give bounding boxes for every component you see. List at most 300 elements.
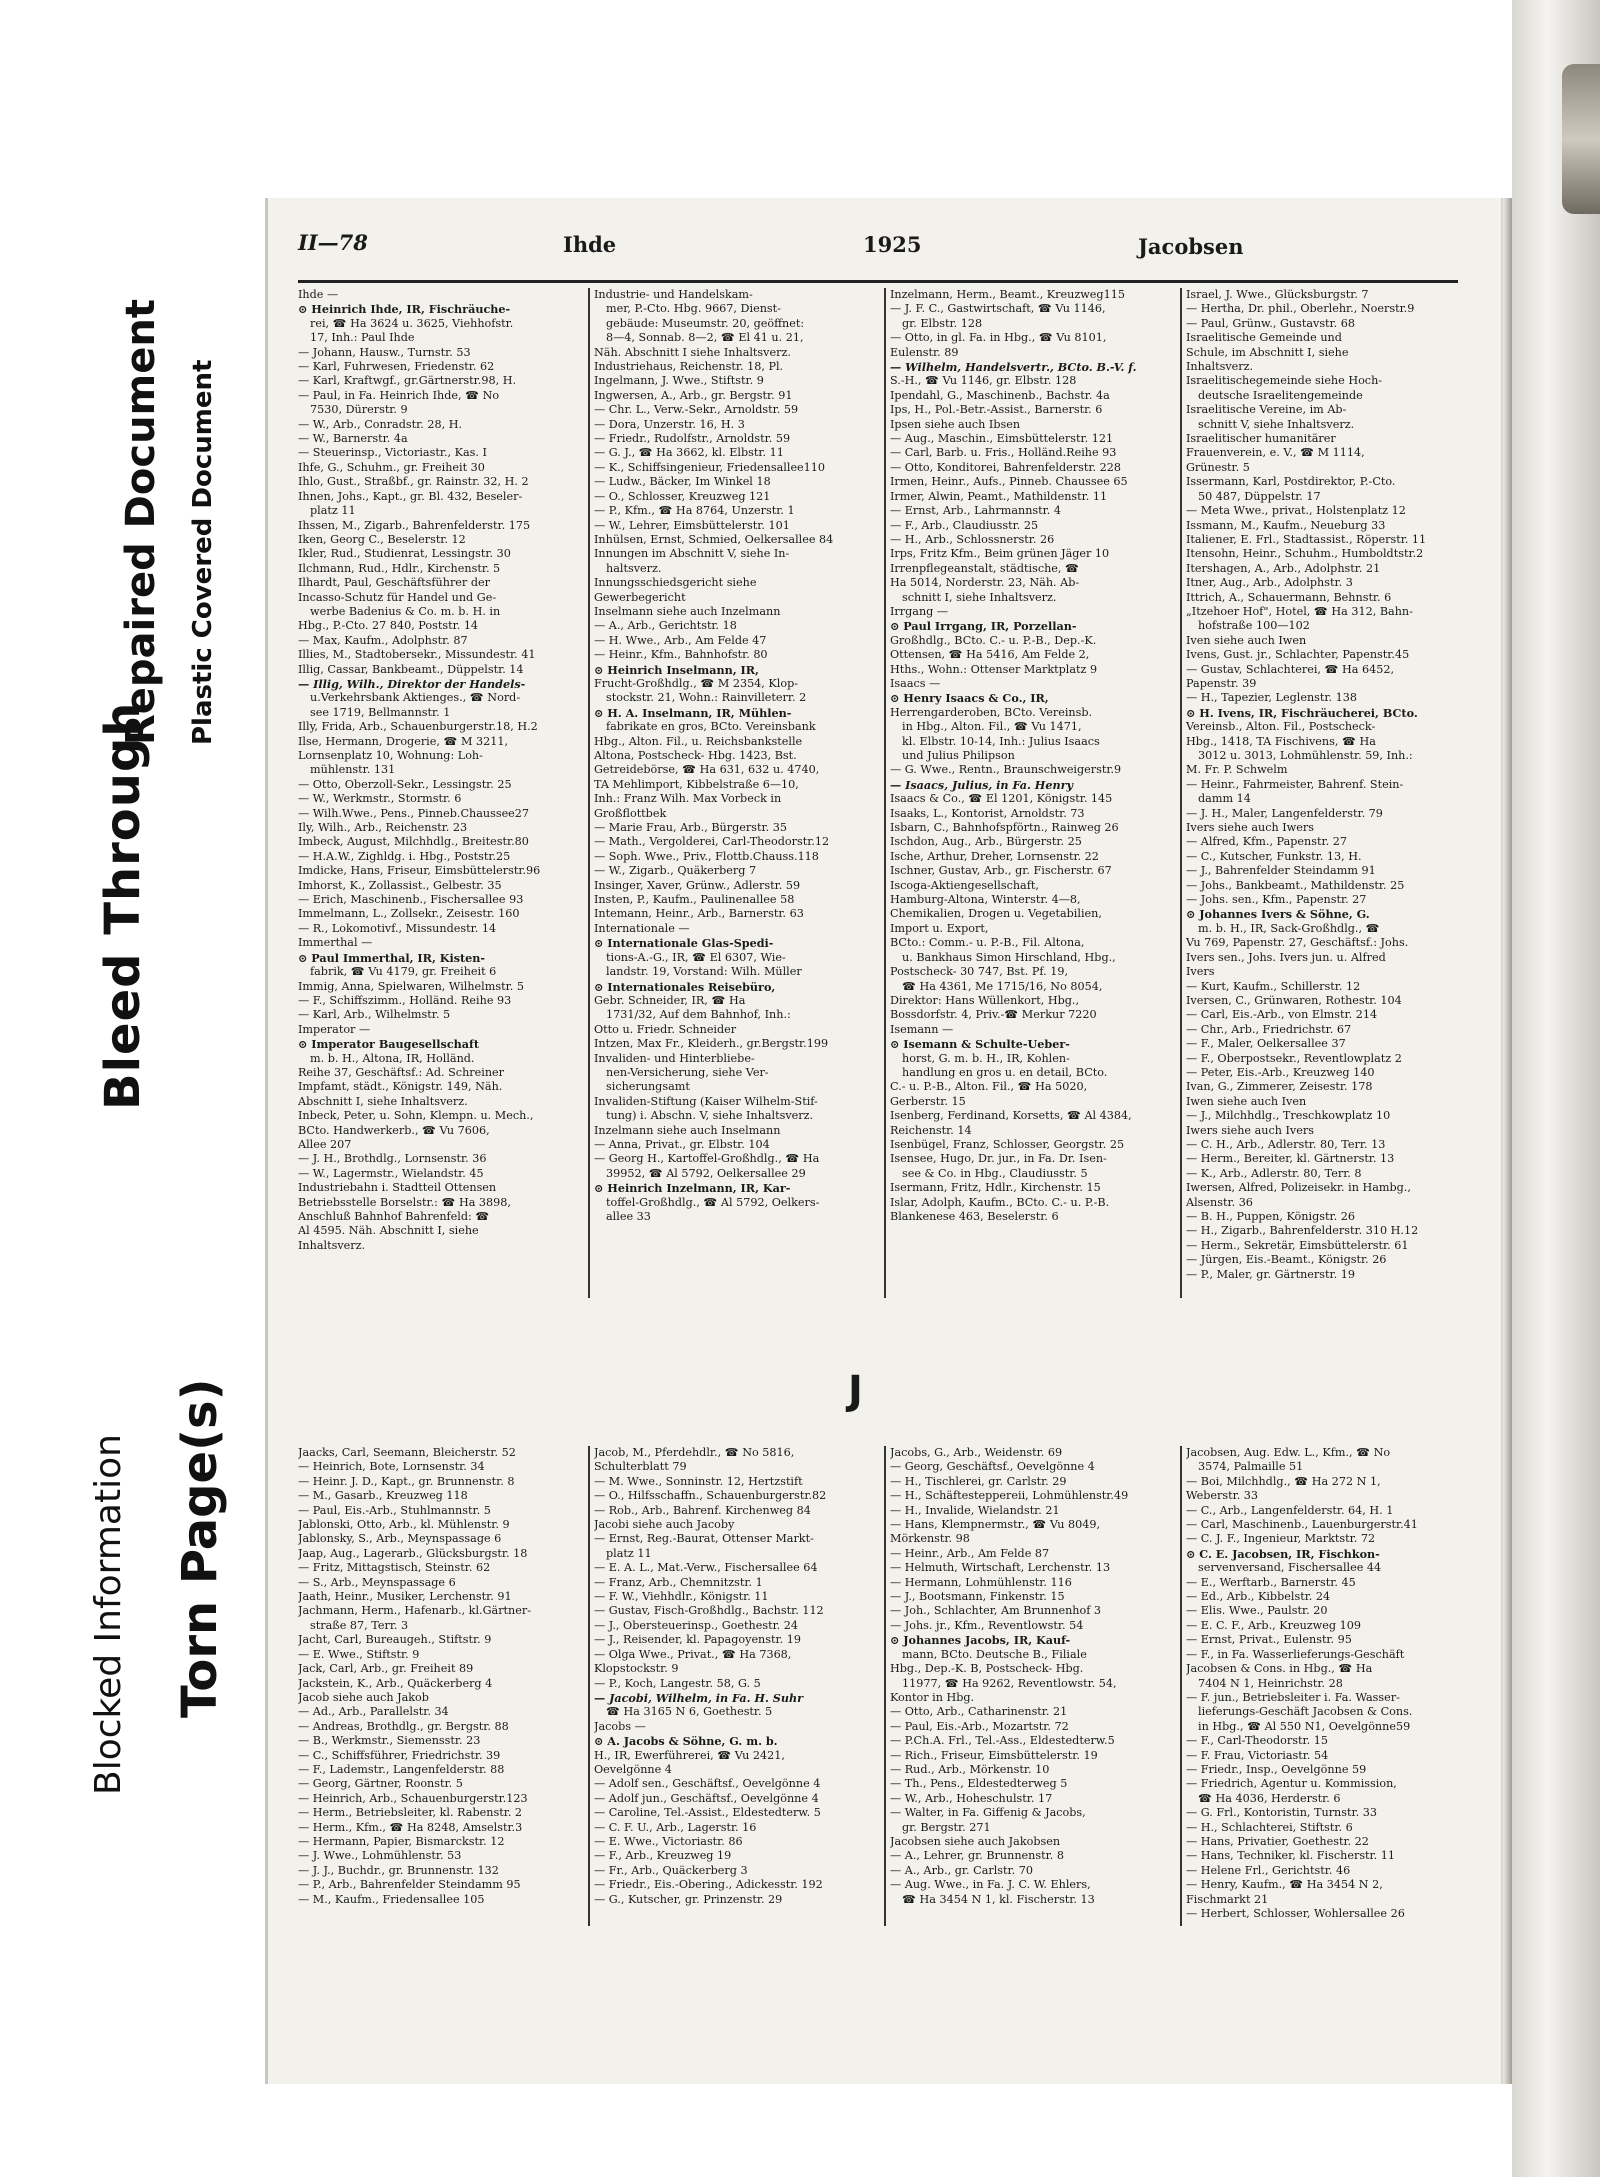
entry-line: BCto. Handwerkerb., ☎ Vu 7606, [298, 1123, 490, 1137]
entry-line: — C. J. F., Ingenieur, Marktstr. 72 [1186, 1532, 1376, 1546]
entry-line: Hbg., P.-Cto. 27 840, Poststr. 14 [298, 619, 479, 633]
entry-line: Isaaks, L., Kontorist, Arnoldstr. 73 [890, 806, 1085, 820]
entry-line: — Andreas, Brothdlg., gr. Bergstr. 88 [298, 1719, 509, 1733]
entry-line: 11977, ☎ Ha 9262, Reventlowstr. 54, [902, 1676, 1117, 1690]
entry-line: — J. F. C., Gastwirtschaft, ☎ Vu 1146, [890, 302, 1106, 316]
header-right-word: Jacobsen [1138, 234, 1244, 259]
entry-line: Anschluß Bahnhof Bahrenfeld: ☎ [298, 1210, 490, 1223]
entry-line: — P., Maler, gr. Gärtnerstr. 19 [1186, 1267, 1355, 1281]
entry-line: Jaacks, Carl, Seemann, Bleicherstr. 52 [298, 1446, 516, 1459]
entry-line: Direktor: Hans Wüllenkort, Hbg., [890, 993, 1080, 1007]
entry-line: — Karl, Kraftwgf., gr.Gärtnerstr.98, H. [298, 374, 517, 388]
entry-line: — Rob., Arb., Bahrenf. Kirchenweg 84 [594, 1503, 811, 1517]
entry-line: Ihde — [298, 288, 339, 301]
entry-line: Industrie- und Handelskam- [594, 288, 753, 301]
entry-line: Immerthal — [298, 936, 373, 950]
entry-line: — J., Bahrenfelder Steindamm 91 [1186, 864, 1376, 878]
entry-line: 1731/32, Auf dem Bahnhof, Inh.: [606, 1008, 791, 1022]
entry-line: — Ludw., Bäcker, Im Winkel 18 [594, 475, 771, 489]
entry-line: Jacobi siehe auch Jacoby [594, 1518, 735, 1532]
entry-line: Ihnen, Johs., Kapt., gr. Bl. 432, Beseler- [298, 489, 523, 503]
entry-line: Ipsen siehe auch Ibsen [890, 417, 1021, 431]
entry-line: — Helmuth, Wirtschaft, Lerchenstr. 13 [890, 1561, 1111, 1575]
entry-line: — Gustav, Schlachterei, ☎ Ha 6452, [1186, 662, 1395, 676]
entry-line: Hamburg-Altona, Winterstr. 4—8, [890, 893, 1081, 907]
entry-line: — Th., Pens., Eldestedterweg 5 [890, 1777, 1068, 1791]
entry-line: haltsverz. [606, 561, 662, 575]
entry-line: — K., Schiffsingenieur, Friedensallee110 [594, 460, 826, 474]
entry-line: — Walter, in Fa. Giffenig & Jacobs, [890, 1806, 1086, 1820]
entry-line: — B., Werkmstr., Siemensstr. 23 [298, 1734, 481, 1748]
entry-line: deutsche Israelitengemeinde [1198, 388, 1363, 402]
entry-line: Isenbügel, Franz, Schlosser, Georgstr. 25 [890, 1137, 1125, 1151]
entry-line: — A., Arb., Gerichtstr. 18 [594, 619, 737, 633]
entry-line: Chemikalien, Drogen u. Vegetabilien, [890, 907, 1102, 921]
entry-line: Import u. Export, [890, 921, 989, 935]
entry-line: — Joh., Schlachter, Am Brunnenhof 3 [890, 1604, 1102, 1618]
entry-line: straße 87, Terr. 3 [310, 1618, 409, 1632]
entry-line: — Jürgen, Eis.-Beamt., Königstr. 26 [1186, 1253, 1387, 1267]
entry-line: — Boi, Milchhdlg., ☎ Ha 272 N 1, [1186, 1474, 1381, 1488]
entry-line: ⊙ Heinrich Ihde, IR, Fischräuche- [298, 302, 511, 317]
entry-line: — W., Lagermstr., Wielandstr. 45 [298, 1166, 484, 1180]
entry-line: — H., Schäftesteppereii, Lohmühlenstr.49 [890, 1489, 1129, 1503]
entry-line: Ihssen, M., Zigarb., Bahrenfelderstr. 175 [298, 518, 531, 532]
entry-line: — Johann, Hausw., Turnstr. 53 [298, 345, 471, 359]
entry-line: ⊙ Heinrich Inzelmann, IR, Kar- [594, 1181, 791, 1196]
entry-line: ⊙ Imperator Baugesellschaft [298, 1037, 480, 1052]
entry-line: — Herm., Betriebsleiter, kl. Rabenstr. 2 [298, 1806, 523, 1820]
entry-line: — Herm., Kfm., ☎ Ha 8248, Amselstr.3 [298, 1820, 523, 1834]
entry-line: Insten, P., Kaufm., Paulinenallee 58 [594, 893, 795, 907]
entry-line: — Hertha, Dr. phil., Oberlehr., Noerstr.9 [1186, 302, 1415, 316]
entry-line: Israelitische Vereine, im Ab- [1186, 403, 1347, 417]
entry-line: — Georg, Gärtner, Roonstr. 5 [298, 1777, 463, 1791]
entry-line: — Paul, Eis.-Arb., Mozartstr. 72 [890, 1719, 1069, 1733]
entry-line: — Elis. Wwe., Paulstr. 20 [1186, 1604, 1328, 1618]
entry-line: Irps, Fritz Kfm., Beim grünen Jäger 10 [890, 547, 1110, 561]
entry-line: — Johs. sen., Kfm., Papenstr. 27 [1186, 893, 1367, 907]
entry-line: Jacobs — [594, 1719, 646, 1733]
entry-line: — C., Kutscher, Funkstr. 13, H. [1186, 849, 1362, 863]
entry-line: ⊙ C. E. Jacobsen, IR, Fischkon- [1186, 1546, 1380, 1561]
entry-line: — Karl, Fuhrwesen, Friedenstr. 62 [298, 360, 495, 374]
entry-line: Alsenstr. 36 [1186, 1195, 1253, 1209]
entry-line: Ily, Wilh., Arb., Reichenstr. 23 [298, 821, 468, 835]
directory-page [265, 198, 1501, 2084]
entry-line: Imperator — [298, 1022, 371, 1036]
entry-line: Ilchmann, Rud., Hdlr., Kirchenstr. 5 [298, 561, 501, 575]
entry-line: Iversen, C., Grünwaren, Rothestr. 104 [1186, 993, 1402, 1007]
entry-line: — H., Zigarb., Bahrenfelderstr. 310 H.12 [1186, 1224, 1419, 1238]
entry-line: — A., Arb., gr. Carlstr. 70 [890, 1863, 1033, 1877]
entry-line: Issermann, Karl, Postdirektor, P.-Cto. [1186, 475, 1396, 489]
entry-line: — F., Arb., Claudiusstr. 25 [890, 518, 1039, 532]
entry-line: Ivan, G., Zimmerer, Zeisestr. 178 [1186, 1080, 1373, 1094]
entry-line: — Math., Vergolderei, Carl-Theodorstr.12 [594, 835, 830, 849]
entry-line: — M. Wwe., Sonninstr. 12, Hertzstift [594, 1474, 803, 1488]
label-torn-pages: Torn Page(s) [172, 1378, 228, 1718]
entry-line: ⊙ Johannes Ivers & Söhne, G. [1186, 907, 1370, 922]
entry-line: — Heinrich, Bote, Lornsenstr. 34 [298, 1460, 485, 1474]
entry-line: Papenstr. 39 [1186, 676, 1257, 690]
entry-line: BCto.: Comm.- u. P.-B., Fil. Altona, [890, 936, 1085, 950]
entry-line: ☎ Ha 4036, Herderstr. 6 [1198, 1791, 1341, 1805]
entry-line: mer, P.-Cto. Hbg. 9667, Dienst- [606, 302, 781, 316]
bottom-column-4 [1186, 1446, 1476, 1926]
entry-line: Ha 5014, Norderstr. 23, Näh. Ab- [890, 576, 1080, 590]
entry-line: — M., Gasarb., Kreuzweg 118 [298, 1489, 468, 1503]
entry-line: m. b. H., IR, Sack-Großhdlg., ☎ [1198, 921, 1380, 935]
entry-line: Industriehaus, Reichenstr. 18, Pl. [594, 360, 784, 374]
entry-line: Iscoga-Aktiengesellschaft, [890, 878, 1039, 892]
entry-line: Innungsschiedsgericht siehe [594, 576, 757, 590]
entry-line: Irrenpflegeanstalt, städtische, ☎ [890, 561, 1079, 575]
entry-line: — Franz, Arb., Chemnitzstr. 1 [594, 1575, 763, 1589]
entry-line: Inhülsen, Ernst, Schmied, Oelkersallee 84 [594, 532, 834, 546]
entry-line: platz 11 [606, 1546, 652, 1560]
entry-line: Internationale — [594, 921, 690, 935]
entry-line: Schule, im Abschnitt I, siehe [1186, 345, 1349, 359]
bottom-column-3 [890, 1446, 1174, 1926]
entry-line: Otto u. Friedr. Schneider [594, 1022, 737, 1036]
entry-line: — Heinr., Kfm., Bahnhofstr. 80 [594, 648, 768, 662]
entry-line: und Julius Philipson [902, 749, 1015, 762]
entry-line: stockstr. 21, Wohn.: Rainvilleterr. 2 [606, 691, 807, 705]
entry-line: — Heinr. J. D., Kapt., gr. Brunnenstr. 8 [298, 1474, 515, 1488]
entry-line: nen-Versicherung, siehe Ver- [606, 1065, 769, 1079]
entry-line: — Wilhelm, Handelsvertr., BCto. B.-V. f. [890, 360, 1137, 375]
entry-line: — Ad., Arb., Parallelstr. 34 [298, 1705, 449, 1719]
entry-line: ⊙ Paul Immerthal, IR, Kisten- [298, 950, 486, 965]
entry-line: Ilse, Hermann, Drogerie, ☎ M 3211, [298, 734, 509, 748]
entry-line: — Kurt, Kaufm., Schillerstr. 12 [1186, 979, 1361, 993]
entry-line: — C. H., Arb., Adlerstr. 80, Terr. 13 [1186, 1137, 1386, 1151]
entry-line: — Isaacs, Julius, in Fa. Henry [890, 777, 1074, 792]
entry-line: Fischmarkt 21 [1186, 1892, 1269, 1906]
entry-line: Reihe 37, Geschäftsf.: Ad. Schreiner [298, 1065, 505, 1079]
entry-line: — Paul, Grünw., Gustavstr. 68 [1186, 316, 1356, 330]
entry-line: Großflottbek [594, 806, 667, 820]
entry-line: — J. J., Buchdr., gr. Brunnenstr. 132 [298, 1863, 499, 1877]
entry-line: Irmer, Alwin, Peamt., Mathildenstr. 11 [890, 489, 1108, 503]
entry-line: Blankenese 463, Beselerstr. 6 [890, 1210, 1059, 1223]
entry-line: Weberstr. 33 [1186, 1489, 1259, 1503]
entry-line: Hbg., 1418, TA Fischivens, ☎ Ha [1186, 734, 1376, 748]
entry-line: in Hbg., Alton. Fil., ☎ Vu 1471, [902, 720, 1082, 734]
entry-line: Betriebsstelle Borselstr.: ☎ Ha 3898, [298, 1195, 511, 1209]
entry-line: — Fr., Arb., Quäckerberg 3 [594, 1863, 748, 1877]
entry-line: Itner, Aug., Arb., Adolphstr. 3 [1186, 576, 1353, 590]
entry-line: — F., Arb., Kreuzweg 19 [594, 1849, 732, 1863]
entry-line: Innungen im Abschnitt V, siehe In- [594, 547, 790, 561]
entry-line: — P.Ch.A. Frl., Tel.-Ass., Eldestedterw.5 [890, 1734, 1115, 1748]
entry-line: Frauenverein, e. V., ☎ M 1114, [1186, 446, 1365, 460]
top-column-3 [890, 288, 1174, 1298]
entry-line: 39952, ☎ Al 5792, Oelkersallee 29 [606, 1166, 806, 1180]
entry-line: ⊙ A. Jacobs & Söhne, G. m. b. [594, 1734, 778, 1749]
entry-line: Inzelmann, Herm., Beamt., Kreuzweg115 [890, 288, 1125, 301]
entry-line: Ihfe, G., Schuhm., gr. Freiheit 30 [298, 460, 485, 474]
entry-line: — Aug. Wwe., in Fa. J. C. W. Ehlers, [890, 1878, 1091, 1892]
entry-line: Ips, H., Pol.-Betr.-Assist., Barnerstr. 6 [890, 403, 1103, 417]
entry-line: — F., Maler, Oelkersallee 37 [1186, 1037, 1346, 1051]
entry-line: Imdicke, Hans, Friseur, Eimsbüttelerstr.96 [298, 864, 541, 878]
entry-line: Isbarn, C., Bahnhofspförtn., Rainweg 26 [890, 821, 1119, 835]
entry-line: — Paul, Eis.-Arb., Stuhlmannstr. 5 [298, 1503, 491, 1517]
entry-line: Inselmann siehe auch Inzelmann [594, 604, 781, 618]
entry-line: — C. F. U., Arb., Lagerstr. 16 [594, 1820, 757, 1834]
entry-line: — Paul, in Fa. Heinrich Ihde, ☎ No [298, 388, 500, 402]
entry-line: Altona, Postscheck- Hbg. 1423, Bst. [594, 749, 797, 762]
entry-line: M. Fr. P. Schwelm [1186, 763, 1288, 777]
entry-line: gr. Elbstr. 128 [902, 316, 983, 330]
entry-line: — H. Wwe., Arb., Am Felde 47 [594, 633, 767, 647]
entry-line: Itensohn, Heinr., Schuhm., Humboldtstr.2 [1186, 547, 1424, 561]
entry-line: Hbg., Alton. Fil., u. Reichsbankstelle [594, 734, 803, 748]
entry-line: Isermann, Fritz, Hdlr., Kirchenstr. 15 [890, 1181, 1101, 1195]
entry-line: landstr. 19, Vorstand: Wilh. Müller [606, 965, 802, 979]
entry-line: see & Co. in Hbg., Claudiusstr. 5 [902, 1166, 1088, 1180]
entry-line: Intemann, Heinr., Arb., Barnerstr. 63 [594, 907, 804, 921]
entry-line: Bossdorfstr. 4, Priv.-☎ Merkur 7220 [890, 1008, 1097, 1022]
entry-line: — Georg H., Kartoffel-Großhdlg., ☎ Ha [594, 1152, 820, 1166]
entry-line: Ischner, Gustav, Arb., gr. Fischerstr. 67 [890, 864, 1112, 878]
entry-line: Immelmann, L., Zollsekr., Zeisestr. 160 [298, 907, 520, 921]
entry-line: ⊙ Internationales Reisebüro, [594, 979, 776, 994]
bottom-column-1 [298, 1446, 582, 1926]
entry-line: Islar, Adolph, Kaufm., BCto. C.- u. P.-B. [890, 1195, 1110, 1209]
entry-line: — Herm., Sekretär, Eimsbüttelerstr. 61 [1186, 1238, 1409, 1252]
entry-line: — Herm., Bereiter, kl. Gärtnerstr. 13 [1186, 1152, 1395, 1166]
entry-line: — Carl, Eis.-Arb., von Elmstr. 214 [1186, 1008, 1378, 1022]
entry-line: — W., Barnerstr. 4a [298, 432, 408, 446]
entry-line: — K., Arb., Adlerstr. 80, Terr. 8 [1186, 1166, 1362, 1180]
entry-line: Eulenstr. 89 [890, 345, 959, 359]
header-year: 1925 [863, 232, 922, 257]
entry-line: Jablonsky, S., Arb., Meynspassage 6 [298, 1532, 502, 1546]
entry-line: platz 11 [310, 504, 356, 518]
entry-line: — Marie Frau, Arb., Bürgerstr. 35 [594, 821, 787, 835]
entry-line: — S., Arb., Meynspassage 6 [298, 1575, 456, 1589]
entry-line: — O., Schlosser, Kreuzweg 121 [594, 489, 771, 503]
entry-line: Herrengarderoben, BCto. Vereinsb. [890, 705, 1093, 719]
entry-line: — J. H., Brothdlg., Lornsenstr. 36 [298, 1152, 487, 1166]
entry-line: Iwen siehe auch Iven [1186, 1094, 1307, 1108]
entry-line: — F., Carl-Theodorstr. 15 [1186, 1734, 1328, 1748]
entry-line: Isensee, Hugo, Dr. jur., in Fa. Dr. Isen- [890, 1152, 1107, 1166]
entry-line: — Hans, Klempnermstr., ☎ Vu 8049, [890, 1518, 1101, 1532]
entry-line: — H.A.W., Zighldg. i. Hbg., Poststr.25 [298, 849, 511, 863]
entry-line: 3012 u. 3013, Lohmühlenstr. 59, Inh.: [1198, 749, 1413, 762]
entry-line: — Herbert, Schlosser, Wohlersallee 26 [1186, 1907, 1405, 1920]
entry-line: — Hermann, Lohmühlenstr. 116 [890, 1575, 1072, 1589]
entry-line: — H., Arb., Schlossnerstr. 26 [890, 532, 1055, 546]
entry-line: — Johs. jr., Kfm., Reventlowstr. 54 [890, 1618, 1084, 1632]
entry-line: — Max, Kaufm., Adolphstr. 87 [298, 633, 468, 647]
entry-line: — Karl, Arb., Wilhelmstr. 5 [298, 1008, 451, 1022]
entry-line: — H., Schlachterei, Stiftstr. 6 [1186, 1820, 1353, 1834]
entry-line: C.- u. P.-B., Alton. Fil., ☎ Ha 5020, [890, 1080, 1088, 1094]
entry-line: — Hermann, Papier, Bismarckstr. 12 [298, 1834, 505, 1848]
entry-line: — Georg, Geschäftsf., Oevelgönne 4 [890, 1460, 1095, 1474]
entry-line: Grünestr. 5 [1186, 460, 1250, 474]
entry-line: Vu 769, Papenstr. 27, Geschäftsf.: Johs. [1186, 936, 1409, 950]
entry-line: fabrik, ☎ Vu 4179, gr. Freiheit 6 [310, 965, 497, 979]
column-divider [1180, 288, 1182, 1298]
entry-line: Immig, Anna, Spielwaren, Wilhelmstr. 5 [298, 979, 524, 993]
entry-line: allee 33 [606, 1210, 651, 1223]
entry-line: — G. J., ☎ Ha 3662, kl. Elbstr. 11 [594, 446, 784, 460]
entry-line: Imhorst, K., Zollassist., Gelbestr. 35 [298, 878, 502, 892]
entry-line: — F. W., Viehhdlr., Königstr. 11 [594, 1590, 769, 1604]
entry-line: Invaliden-Stiftung (Kaiser Wilhelm-Stif- [594, 1094, 818, 1108]
entry-line: — F. jun., Betriebsleiter i. Fa. Wasser- [1186, 1690, 1400, 1704]
entry-line: Isenberg, Ferdinand, Korsetts, ☎ Al 4384, [890, 1109, 1132, 1123]
entry-line: Isaacs — [890, 676, 941, 690]
entry-line: — Erich, Maschinenb., Fischersallee 93 [298, 893, 524, 907]
entry-line: — W., Arb., Conradstr. 28, H. [298, 417, 463, 431]
entry-line: Ivens, Gust. jr., Schlachter, Papenstr.45 [1186, 648, 1410, 662]
entry-line: ⊙ Johannes Jacobs, IR, Kauf- [890, 1633, 1071, 1648]
entry-line: Ipendahl, G., Maschinenb., Bachstr. 4a [890, 388, 1110, 402]
entry-line: Näh. Abschnitt I siehe Inhaltsverz. [594, 345, 791, 359]
entry-line: ☎ Ha 3165 N 6, Goethestr. 5 [606, 1705, 773, 1719]
entry-line: Jablonski, Otto, Arb., kl. Mühlenstr. 9 [298, 1518, 510, 1532]
entry-line: 7404 N 1, Heinrichstr. 28 [1198, 1676, 1343, 1690]
entry-line: — E. C. F., Arb., Kreuzweg 109 [1186, 1618, 1361, 1632]
entry-line: — R., Lokomotivf., Missundestr. 14 [298, 921, 497, 935]
entry-line: Jacht, Carl, Bureaugeh., Stiftstr. 9 [298, 1633, 492, 1647]
entry-line: Ingelmann, J. Wwe., Stiftstr. 9 [594, 374, 764, 388]
entry-line: Ilhardt, Paul, Geschäftsführer der [298, 576, 490, 590]
entry-line: werbe Badenius & Co. m. b. H. in [310, 604, 501, 618]
entry-line: handlung en gros u. en detail, BCto. [902, 1065, 1108, 1079]
entry-line: — Meta Wwe., privat., Holstenplatz 12 [1186, 504, 1406, 518]
entry-line: — P., Arb., Bahrenfelder Steindamm 95 [298, 1878, 521, 1892]
book-binding [1512, 0, 1600, 2177]
entry-line: — W., Zigarb., Quäkerberg 7 [594, 864, 757, 878]
entry-line: Jacobsen siehe auch Jakobsen [890, 1834, 1061, 1848]
entry-line: — Adolf jun., Geschäftsf., Oevelgönne 4 [594, 1791, 819, 1805]
entry-line: servenversand, Fischersallee 44 [1198, 1561, 1382, 1575]
entry-line: — Caroline, Tel.-Assist., Eldestedterw. 5 [594, 1806, 821, 1820]
entry-line: Jackstein, K., Arb., Quäckerberg 4 [298, 1676, 493, 1690]
entry-line: — G. Frl., Kontoristin, Turnstr. 33 [1186, 1806, 1377, 1820]
entry-line: Abschnitt I, siehe Inhaltsverz. [298, 1094, 468, 1108]
entry-line: — Johs., Bankbeamt., Mathildenstr. 25 [1186, 878, 1405, 892]
entry-line: — Wilh.Wwe., Pens., Pinneb.Chaussee27 [298, 806, 530, 820]
entry-line: Frucht-Großhdlg., ☎ M 2354, Klop- [594, 676, 799, 690]
entry-line: — Ernst, Arb., Lahrmannstr. 4 [890, 504, 1061, 518]
entry-line: — Friedrich, Agentur u. Kommission, [1186, 1777, 1397, 1791]
entry-line: rei, ☎ Ha 3624 u. 3625, Viehhofstr. [310, 316, 514, 330]
entry-line: — J., Bootsmann, Finkenstr. 15 [890, 1590, 1065, 1604]
entry-line: Inhaltsverz. [298, 1238, 366, 1252]
entry-line: — Friedr., Eis.-Obering., Adickesstr. 192 [594, 1878, 823, 1892]
entry-line: — Dora, Unzerstr. 16, H. 3 [594, 417, 745, 431]
entry-line: — Gustav, Fisch-Großhdlg., Bachstr. 112 [594, 1604, 824, 1618]
entry-line: in Hbg., ☎ Al 550 N1, Oevelgönne59 [1198, 1719, 1411, 1733]
entry-line: 8—4, Sonnab. 8—2, ☎ El 41 u. 21, [606, 331, 804, 345]
entry-line: Israel, J. Wwe., Glücksburgstr. 7 [1186, 288, 1369, 301]
entry-line: Lornsenplatz 10, Wohnung: Loh- [298, 749, 483, 762]
entry-line: mühlenstr. 131 [310, 763, 396, 777]
entry-line: Ischdon, Aug., Arb., Bürgerstr. 25 [890, 835, 1082, 849]
entry-line: — G. Wwe., Rentn., Braunschweigerstr.9 [890, 763, 1122, 777]
entry-line: — W., Arb., Hoheschulstr. 17 [890, 1791, 1053, 1805]
entry-line: Schulterblatt 79 [594, 1460, 687, 1474]
entry-line: Oevelgönne 4 [594, 1762, 672, 1776]
entry-line: — O., Hilfsschaffn., Schauenburgerstr.82 [594, 1489, 827, 1503]
entry-line: Reichenstr. 14 [890, 1123, 972, 1137]
entry-line: — J. H., Maler, Langenfelderstr. 79 [1186, 806, 1383, 820]
entry-line: gr. Bergstr. 271 [902, 1820, 991, 1834]
entry-line: Ivers sen., Johs. Ivers jun. u. Alfred [1186, 950, 1386, 964]
entry-line: — Fritz, Mittagstisch, Steinstr. 62 [298, 1561, 491, 1575]
entry-line: fabrikate en gros, BCto. Vereinsbank [606, 720, 816, 734]
entry-line: — Otto, Konditorei, Bahrenfelderstr. 228 [890, 460, 1121, 474]
entry-line: schnitt I, siehe Inhaltsverz. [902, 590, 1057, 604]
entry-line: Allee 207 [298, 1137, 352, 1151]
top-column-4 [1186, 288, 1476, 1298]
entry-line: — C., Arb., Langenfelderstr. 64, H. 1 [1186, 1503, 1394, 1517]
entry-line: Ingwersen, A., Arb., gr. Bergstr. 91 [594, 388, 793, 402]
header-rule [298, 280, 1458, 283]
entry-line: — Otto, in gl. Fa. in Hbg., ☎ Vu 8101, [890, 331, 1107, 345]
entry-line: Gerberstr. 15 [890, 1094, 966, 1108]
entry-line: Insinger, Xaver, Grünw., Adlerstr. 59 [594, 878, 801, 892]
entry-line: mann, BCto. Deutsche B., Filiale [902, 1647, 1087, 1661]
entry-line: Invaliden- und Hinterbliebe- [594, 1051, 755, 1065]
column-divider [588, 1446, 590, 1926]
entry-line: — Hans, Techniker, kl. Fischerstr. 11 [1186, 1849, 1396, 1863]
entry-line: u. Bankhaus Simon Hirschland, Hbg., [902, 950, 1116, 964]
entry-line: horst, G. m. b. H., IR, Kohlen- [902, 1051, 1070, 1065]
binding-stub [1562, 64, 1600, 214]
entry-line: Ische, Arthur, Dreher, Lornsenstr. 22 [890, 849, 1099, 863]
entry-line: — H., Tischlerei, gr. Carlstr. 29 [890, 1474, 1067, 1488]
column-divider [588, 288, 590, 1298]
entry-line: Ihlo, Gust., Straßbf., gr. Rainstr. 32, H. 2 [298, 475, 529, 489]
entry-line: Getreidebörse, ☎ Ha 631, 632 u. 4740, [594, 763, 820, 777]
entry-line: Al 4595. Näh. Abschnitt I, siehe [298, 1224, 479, 1238]
entry-line: tung) i. Abschn. V, siehe Inhaltsverz. [606, 1109, 814, 1123]
entry-line: — Otto, Oberzoll-Sekr., Lessingstr. 25 [298, 777, 512, 791]
entry-line: — J., Milchhdlg., Treschkowplatz 10 [1186, 1109, 1391, 1123]
bottom-column-2 [594, 1446, 878, 1926]
entry-line: — F., Oberpostsekr., Reventlowplatz 2 [1186, 1051, 1402, 1065]
entry-line: Inh.: Franz Wilh. Max Vorbeck in [594, 792, 782, 806]
entry-line: „Itzehoer Hof", Hotel, ☎ Ha 312, Bahn- [1186, 604, 1413, 618]
entry-line: 17, Inh.: Paul Ihde [310, 331, 415, 345]
entry-line: Iven siehe auch Iwen [1186, 633, 1307, 647]
entry-line: Incasso-Schutz für Handel und Ge- [298, 590, 497, 604]
entry-line: Hbg., Dep.-K. B, Postscheck- Hbg. [890, 1662, 1084, 1676]
entry-line: — Ernst, Reg.-Baurat, Ottenser Markt- [594, 1532, 814, 1546]
entry-line: Intzen, Max Fr., Kleiderh., gr.Bergstr.199 [594, 1037, 829, 1051]
entry-line: Großhdlg., BCto. C.- u. P.-B., Dep.-K. [890, 633, 1097, 647]
entry-line: — Anna, Privat., gr. Elbstr. 104 [594, 1137, 770, 1151]
entry-line: — Chr. L., Verw.-Sekr., Arnoldstr. 59 [594, 403, 799, 417]
entry-line: Italiener, E. Frl., Stadtassist., Röperstr. 11 [1186, 532, 1427, 546]
entry-line: — Illig, Wilh., Direktor der Handels- [298, 676, 526, 691]
entry-line: Vereinsb., Alton. Fil., Postscheck- [1186, 720, 1376, 734]
entry-line: Impfamt, städt., Königstr. 149, Näh. [298, 1080, 503, 1094]
entry-line: toffel-Großhdlg., ☎ Al 5792, Oelkers- [606, 1195, 820, 1209]
entry-line: — E. Wwe., Victoriastr. 86 [594, 1834, 743, 1848]
entry-line: — H., Tapezier, Leglenstr. 138 [1186, 691, 1357, 705]
